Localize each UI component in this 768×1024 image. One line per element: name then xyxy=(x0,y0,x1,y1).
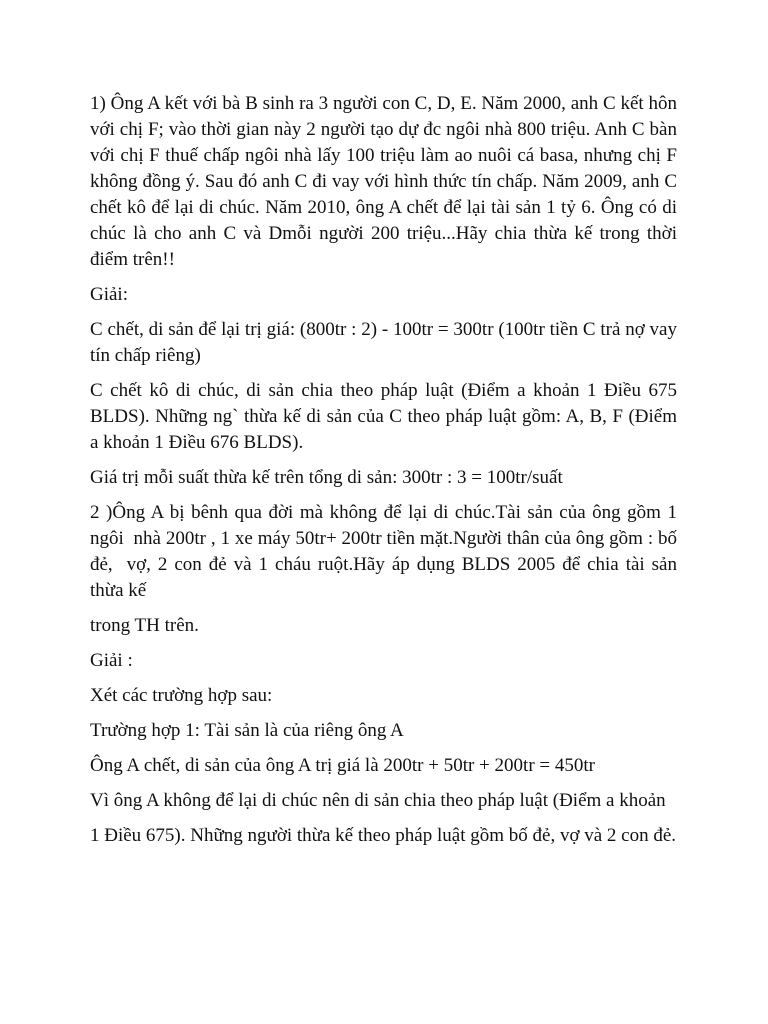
problem-2-continuation: trong TH trên. xyxy=(90,615,199,636)
solution-2-cases-intro: Xét các trường hợp sau: xyxy=(90,685,273,706)
problem-1-paragraph: 1) Ông A kết với bà B sinh ra 3 người con C, D, E. Năm 2000, anh C kết hôn với chị F; vào thời gian này 2 người tạo dự đc ngôi nhà 800 triệu. Anh C bàn với chị F thuế chấp ngôi nhà lấy 100 triệu làm ao nuôi cá basa, nhưng chị F không đồng ý. Sau đó anh C đi vay với hình thức tín chấp. Năm 2009, anh C chết kô để lại di chúc. Năm 2010, ông A chết để lại tài sản 1 tỷ 6. Ông có di chúc là cho anh C và Dmỗi người 200 triệu...Hãy chia thừa kế trong thời điểm trên!! xyxy=(90,93,687,270)
solution-1-share-value: Giá trị mỗi suất thừa kế trên tổng di sản: 300tr : 3 = 100tr/suất xyxy=(90,467,563,488)
solution-2-legal-basis: Vì ông A không để lại di chúc nên di sản chia theo pháp luật (Điểm a khoản xyxy=(90,790,666,811)
solution-2-case-1-title: Trường hợp 1: Tài sản là của riêng ông A xyxy=(90,720,404,741)
problem-2-paragraph: 2 )Ông A bị bênh qua đời mà không để lại di chúc.Tài sản của ông gồm 1 ngôi nhà 200tr , 1 xe máy 50tr+ 200tr tiền mặt.Người thân của ông gồm : bố đẻ, vợ, 2 con đẻ và 1 cháu ruột.Hãy áp dụng BLDS 2005 để chia tài sản thừa kế xyxy=(90,502,682,601)
solution-1-estate-value: C chết, di sản để lại trị giá: (800tr : 2) - 100tr = 300tr (100tr tiền C trả nợ vay tín chấp riêng) xyxy=(90,319,682,366)
solution-1-heading: Giải: xyxy=(90,284,128,305)
document-page xyxy=(90,91,687,858)
solution-2-heading: Giải : xyxy=(90,650,133,671)
solution-2-legal-heirs: 1 Điều 675). Những người thừa kế theo pháp luật gồm bố đẻ, vợ và 2 con đẻ. xyxy=(90,825,677,846)
solution-1-legal-heirs: C chết kô di chúc, di sản chia theo pháp luật (Điểm a khoản 1 Điều 675 BLDS). Những ng` thừa kế di sản của C theo pháp luật gồm: A, B, F (Điểm a khoản 1 Điều 676 BLDS). xyxy=(90,380,682,453)
solution-2-estate-value: Ông A chết, di sản của ông A trị giá là 200tr + 50tr + 200tr = 450tr xyxy=(90,755,595,776)
